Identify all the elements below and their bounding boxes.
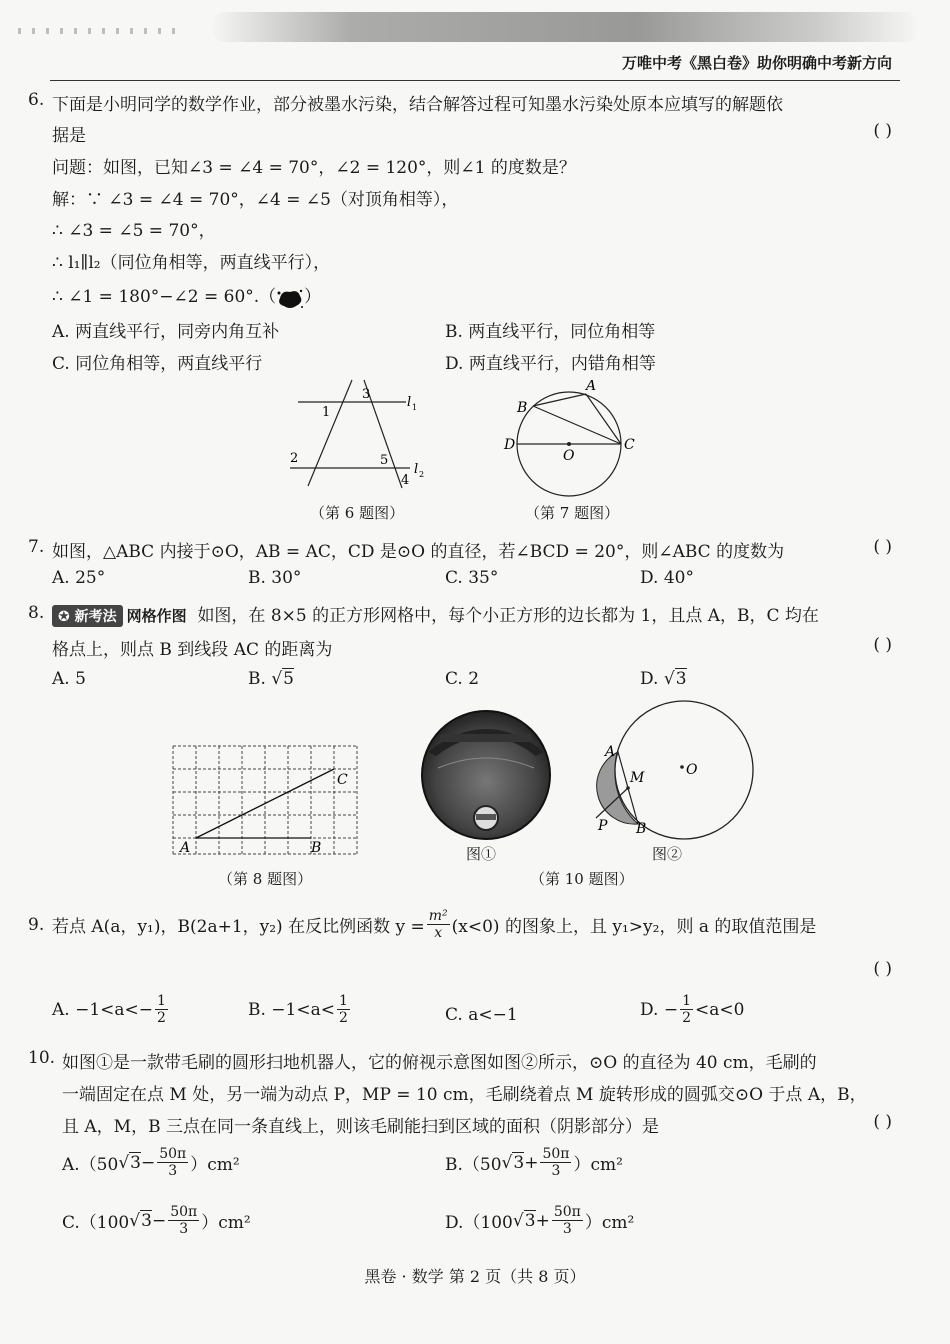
frac-num: 1 xyxy=(157,993,166,1009)
q6-solution-4-text: ∴ ∠1 = 180°−∠2 = 60°.（ xyxy=(52,287,277,307)
point-label-d: D xyxy=(504,437,516,453)
q8-number: 8. xyxy=(28,603,45,623)
q10-stem-line3: 且 A，M，B 三点在同一条直线上，则该毛刷能扫到区域的面积（阴影部分）是 xyxy=(62,1117,659,1137)
header-rule xyxy=(50,80,900,81)
q8-option-b-radicand: 5 xyxy=(283,669,294,689)
q8-option-a[interactable]: A. 5 xyxy=(52,669,86,689)
q9-answer-paren: ( ) xyxy=(873,959,892,979)
operator: − xyxy=(151,1210,167,1231)
header-slogan: 万唯中考《黑白卷》助你明确中考新方向 xyxy=(621,54,892,72)
frac-num: 50π xyxy=(553,1204,581,1220)
transversal-left xyxy=(308,380,352,486)
q9-frac-den: x xyxy=(434,924,443,941)
fig10-schematic xyxy=(588,700,758,842)
radicand: 3 xyxy=(141,1211,152,1231)
fraction xyxy=(168,1204,199,1237)
q9-stem xyxy=(52,904,816,944)
q10-option-a-pre: A.（50 xyxy=(62,1155,119,1175)
frac-num: 50π xyxy=(170,1204,198,1220)
q10-figure-caption: （第 10 题图） xyxy=(530,870,634,888)
q7-answer-paren: ( ) xyxy=(873,537,892,557)
q7-number: 7. xyxy=(28,537,45,557)
q6-stem-line1: 下面是小明同学的数学作业，部分被墨水污染，结合解答过程可知墨水污染处原本应填写的解题依 xyxy=(52,95,783,115)
badge-text: 新考法 xyxy=(74,609,117,625)
grid-label-a: A xyxy=(180,840,191,856)
frac-num: 50π xyxy=(542,1146,570,1162)
frac-num: 1 xyxy=(338,993,348,1009)
q6-answer-paren: ( ) xyxy=(873,121,892,141)
line-label-l1-sub: 1 xyxy=(412,403,418,412)
q6-solution-3: ∴ l₁∥l₂（同位角相等，两直线平行）， xyxy=(52,253,331,273)
q10-option-d-pre: D.（100 xyxy=(445,1213,513,1233)
q7-option-c[interactable]: C. 35° xyxy=(445,568,499,588)
frac-den: 3 xyxy=(562,1221,572,1237)
frac-den: 2 xyxy=(338,1010,348,1026)
q9-option-a-text: A. −1<a<− xyxy=(52,999,154,1020)
center-o xyxy=(567,442,571,446)
grid-label-b: B xyxy=(311,840,322,856)
q8-option-c[interactable]: C. 2 xyxy=(445,669,480,689)
q6-option-d[interactable]: D. 两直线平行，内错角相等 xyxy=(445,354,656,374)
q8-stem-text: 如图，在 8×5 的正方形网格中，每个小正方形的边长都为 1，且点 A，B，C 均在 xyxy=(197,606,819,626)
line-label-l2-sub: 2 xyxy=(419,470,425,479)
q6-figure xyxy=(280,376,440,494)
q10-stem-line2: 一端固定在点 M 处，另一端为动点 P，MP = 10 cm，毛刷绕着点 M 旋转形成的圆弧交⊙O 于点 A，B， xyxy=(62,1085,867,1105)
q8-grid-figure xyxy=(168,740,368,864)
q10-option-b-pre: B.（50 xyxy=(445,1155,502,1175)
fig10-label-a: A xyxy=(605,744,616,760)
q10-option-a[interactable]: A.（50 √ 3 − $\frac{50\pi}{3}$ ）cm² xyxy=(62,1146,240,1179)
q9-stem-post: (x<0) 的图象上，且 y₁>y₂，则 a 的取值范围是 xyxy=(451,916,817,937)
q6-figure-caption: （第 6 题图） xyxy=(310,504,405,522)
q6-solution-4-end: ） xyxy=(304,287,322,307)
radicand: 3 xyxy=(524,1211,536,1231)
point-label-o: O xyxy=(563,448,575,464)
q9-option-d-text: D. − xyxy=(640,999,679,1020)
q7-option-a[interactable]: A. 25° xyxy=(52,568,106,588)
ink-blot xyxy=(276,288,304,308)
frac-den: 2 xyxy=(157,1010,166,1026)
lightbulb-icon: ✪ xyxy=(58,609,75,625)
fig10-label-p: P xyxy=(598,818,608,834)
q9-option-d[interactable] xyxy=(640,993,744,1026)
q6-option-a[interactable]: A. 两直线平行，同旁内角互补 xyxy=(52,322,280,342)
radicand: 3 xyxy=(513,1153,525,1173)
q8-option-d[interactable]: D. √3 xyxy=(640,669,687,689)
frac-den: 2 xyxy=(682,1010,691,1026)
frac-den: 3 xyxy=(551,1163,561,1179)
operator: + xyxy=(524,1152,539,1173)
radicand: 3 xyxy=(130,1153,141,1173)
q10-answer-paren: ( ) xyxy=(873,1112,892,1132)
q10-option-b[interactable]: B.（50 √ 3 + $\frac{50\pi}{3}$ ）cm² xyxy=(445,1146,623,1179)
q10-option-c-pre: C.（100 xyxy=(62,1213,130,1233)
q6-solution-1: 解：∵ ∠3 = ∠4 = 70°，∠4 = ∠5（对顶角相等）， xyxy=(52,190,459,210)
q6-solution-2: ∴ ∠3 = ∠5 = 70°， xyxy=(52,221,216,241)
q9-option-a[interactable] xyxy=(52,993,170,1026)
q10-number: 10. xyxy=(28,1048,56,1068)
unit: ）cm² xyxy=(190,1155,240,1175)
frac-den: 3 xyxy=(168,1163,178,1179)
q6-option-b[interactable]: B. 两直线平行，同位角相等 xyxy=(445,322,656,342)
angle-label-2: 2 xyxy=(290,451,299,466)
q8-stem-line2: 格点上，则点 B 到线段 AC 的距离为 xyxy=(52,640,333,660)
q6-option-c[interactable]: C. 同位角相等，两直线平行 xyxy=(52,354,263,374)
q8-option-b-label: B. xyxy=(248,669,272,689)
q9-option-d-post: <a<0 xyxy=(695,999,745,1020)
angle-label-1: 1 xyxy=(322,405,331,420)
q7-option-d[interactable]: D. 40° xyxy=(640,568,694,588)
point-m xyxy=(626,786,630,790)
fig10-label-o: O xyxy=(686,762,698,778)
q9-option-b[interactable] xyxy=(248,993,352,1026)
q9-number: 9. xyxy=(28,915,45,935)
q7-stem: 如图，△ABC 内接于⊙O，AB = AC，CD 是⊙O 的直径，若∠BCD = 20°，则∠ABC 的度数为 xyxy=(52,542,785,562)
grid-drawing-tag: 网格作图 xyxy=(126,607,187,625)
q8-stem-line1 xyxy=(52,601,819,627)
angle-label-3: 3 xyxy=(362,387,371,402)
q9-option-a-frac xyxy=(155,993,168,1026)
q6-solution-4 xyxy=(52,282,321,308)
angle-label-4: 4 xyxy=(401,473,410,488)
q9-stem-pre: 若点 A(a，y₁)，B(2a+1，y₂) 在反比例函数 y = xyxy=(52,916,425,937)
fig10-label-b: B xyxy=(636,821,647,837)
frac-num: 50π xyxy=(159,1146,187,1162)
angle-label-5: 5 xyxy=(380,453,389,468)
frac-den: 3 xyxy=(179,1221,189,1237)
fraction xyxy=(552,1204,583,1237)
q7-figure-caption: （第 7 题图） xyxy=(525,504,620,522)
grid-label-c: C xyxy=(337,772,348,788)
q9-option-c[interactable]: C. a<−1 xyxy=(445,1005,518,1025)
unit: ）cm² xyxy=(584,1213,635,1233)
line-label-l2: l xyxy=(414,462,419,477)
new-method-badge xyxy=(52,605,123,627)
q6-stem-line2: 据是 xyxy=(52,126,86,146)
q7-figure xyxy=(500,380,640,500)
q10-stem-line1: 如图①是一款带毛刷的圆形扫地机器人，它的俯视示意图如图②所示，⊙O 的直径为 40 cm，毛刷的 xyxy=(62,1053,817,1073)
fraction xyxy=(540,1146,571,1179)
q8-figure-caption: （第 8 题图） xyxy=(218,870,313,888)
line-label-l1: l xyxy=(407,395,412,410)
page-footer: 黑卷 · 数学 第 2 页（共 8 页） xyxy=(364,1267,586,1286)
fig10-label-1: 图① xyxy=(466,845,497,863)
q7-option-b[interactable]: B. 30° xyxy=(248,568,302,588)
q6-number: 6. xyxy=(28,90,45,110)
point-o xyxy=(680,765,684,769)
unit: ）cm² xyxy=(201,1213,251,1233)
unit: ）cm² xyxy=(573,1155,623,1175)
q9-option-b-text: B. −1<a< xyxy=(248,999,335,1020)
q8-answer-paren: ( ) xyxy=(873,635,892,655)
q9-frac-num: m² xyxy=(428,907,448,924)
point-label-b: B xyxy=(517,400,528,416)
operator: + xyxy=(535,1210,550,1231)
fraction xyxy=(157,1146,188,1179)
fig10-label-m: M xyxy=(630,770,645,786)
q10-option-c[interactable]: C.（100 √ 3 − $\frac{50\pi}{3}$ ）cm² xyxy=(62,1204,251,1237)
q8-option-b[interactable]: B. √5 xyxy=(248,669,294,689)
q6-problem: 问题：如图，已知∠3 = ∠4 = 70°，∠2 = 120°，则∠1 的度数是？ xyxy=(52,158,576,178)
frac-num: 1 xyxy=(682,993,691,1009)
point-label-a: A xyxy=(586,380,597,394)
q10-option-d[interactable]: D.（100 √ 3 + $\frac{50\pi}{3}$ ）cm² xyxy=(445,1204,635,1237)
operator: − xyxy=(140,1152,156,1173)
fig10-label-2: 图② xyxy=(652,845,683,863)
q8-option-d-label: D. xyxy=(640,669,664,689)
header-brush-stroke xyxy=(210,12,920,42)
q9-option-b-frac xyxy=(337,993,350,1026)
q9-option-d-frac xyxy=(680,993,693,1026)
q8-option-d-radicand: 3 xyxy=(675,669,687,689)
point-label-c: C xyxy=(624,437,635,453)
header-dots xyxy=(18,28,178,34)
robot-vacuum-image xyxy=(418,708,554,842)
q9-fraction xyxy=(427,908,450,941)
